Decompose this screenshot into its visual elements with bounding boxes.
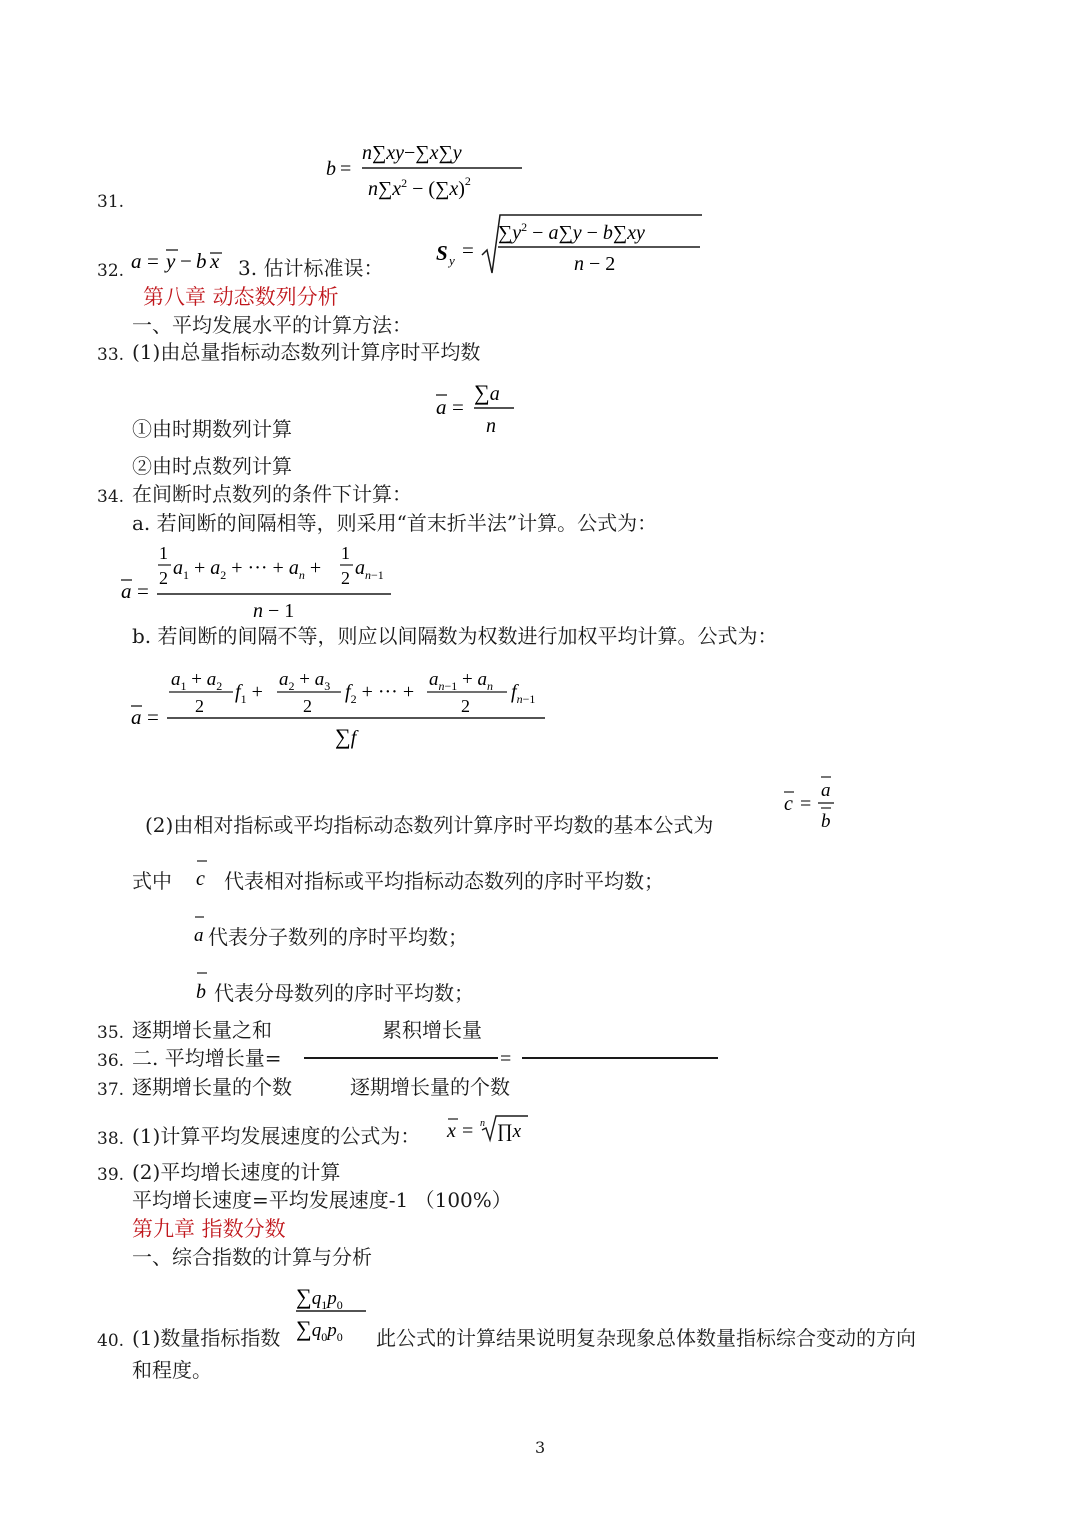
item-number-38: 38. xyxy=(97,1129,125,1149)
svg-text:n: n xyxy=(486,415,496,437)
svg-text:b: b xyxy=(326,158,336,180)
svg-text:b: b xyxy=(196,249,207,273)
avg-growth-fraction-lines xyxy=(300,1046,722,1070)
item-number-40: 40. xyxy=(97,1331,125,1351)
svg-text:x: x xyxy=(210,249,220,273)
item-35-right: 累积增长量 xyxy=(382,1018,482,1042)
where-a-desc: 代表分子数列的序时平均数； xyxy=(208,925,468,949)
page-number: 3 xyxy=(535,1438,546,1457)
std-error-label: 3. 估计标准误： xyxy=(238,256,384,280)
item-number-33: 33. xyxy=(97,345,125,365)
svg-text:b: b xyxy=(821,811,831,832)
where-b-desc: 代表分母数列的序时平均数； xyxy=(214,981,474,1005)
svg-text:n: n xyxy=(480,1118,485,1129)
svg-text:c: c xyxy=(784,793,793,815)
svg-text:=: = xyxy=(137,579,149,603)
formula-geometric-mean xyxy=(442,1110,532,1146)
item-number-36: 36. xyxy=(97,1051,125,1071)
svg-text:∑y2 − a∑y − b∑xy: $\sum y^2 - a\sum y - b\sum xy$ xyxy=(498,220,645,244)
item-34-b: b. 若间断的间隔不等，则应以间隔数为权数进行加权平均计算。公式为： xyxy=(132,624,778,648)
formula-b-regression-slope xyxy=(322,135,532,205)
item-33-text: (1)由总量指标动态数列计算序时平均数 xyxy=(132,340,481,364)
svg-text:2: 2 xyxy=(159,568,168,588)
item-number-34: 34. xyxy=(97,487,125,507)
svg-text:a: a xyxy=(131,249,142,273)
formula-weighted-interval xyxy=(125,662,555,752)
item-40-desc: 此公式的计算结果说明复杂现象总体数量指标综合变动的方向 xyxy=(376,1326,916,1350)
ch9-section-1-heading: 一、综合指数的计算与分析 xyxy=(132,1245,372,1269)
svg-text:a: a xyxy=(436,395,447,419)
item-number-39: 39. xyxy=(97,1165,125,1185)
where-prefix: 式中 xyxy=(132,869,172,893)
item-38-text: (1)计算平均发展速度的公式为： xyxy=(132,1124,421,1148)
svg-text:2: 2 xyxy=(303,696,312,716)
svg-text:−: − xyxy=(180,249,192,273)
item-33-a: ①由时期数列计算 xyxy=(132,417,292,441)
svg-text:fn−1: $f_{n-1}$ xyxy=(511,681,536,706)
item-number-31: 31. xyxy=(97,192,125,212)
svg-text:=: = xyxy=(800,793,812,815)
svg-text:x: x xyxy=(447,1120,456,1142)
formula-a-intercept xyxy=(128,242,233,278)
formula-first-last-halving xyxy=(115,538,400,622)
item-34-a: a. 若间断的间隔相等，则采用“首末折半法”计算。公式为： xyxy=(132,511,658,535)
chapter-9-title: 第九章 指数分数 xyxy=(132,1217,286,1241)
item-39-text: (2)平均增长速度的计算 xyxy=(132,1160,341,1184)
svg-text:a: a xyxy=(131,705,142,729)
formula-std-error xyxy=(432,205,707,280)
item-number-35: 35. xyxy=(97,1023,125,1043)
svg-text:1: 1 xyxy=(159,543,168,563)
svg-text:2: 2 xyxy=(195,696,204,716)
svg-text:∑f: ∑f xyxy=(335,724,357,749)
formula-c-equals-a-over-b xyxy=(780,770,840,832)
item-33-b: ②由时点数列计算 xyxy=(132,454,292,478)
item-37-text: 逐期增长量的个数 xyxy=(132,1075,292,1099)
formula-quantity-index xyxy=(292,1278,372,1348)
svg-text:c: c xyxy=(196,868,205,890)
item-37-right: 逐期增长量的个数 xyxy=(350,1075,510,1099)
svg-text:1: 1 xyxy=(341,543,350,563)
item-number-32: 32. xyxy=(97,261,125,281)
symbol-c-bar xyxy=(190,856,214,892)
item-40-text: (1)数量指标指数 xyxy=(132,1326,281,1350)
svg-text:a2 + a3: $a_2 + a_3$ xyxy=(279,669,331,693)
chapter-8-title: 第八章 动态数列分析 xyxy=(143,285,339,309)
item-35-text: 逐期增长量之和 xyxy=(132,1018,272,1042)
svg-text:n − 2: n − 2 xyxy=(574,253,616,275)
item-39-b: 平均增长速度=平均发展速度-1 （100%） xyxy=(132,1188,512,1212)
svg-text:y: y xyxy=(449,253,455,268)
svg-text:an−1: $a_{n-1}$ xyxy=(355,557,384,582)
svg-text:∏x: ∏x xyxy=(497,1121,522,1142)
symbol-a-bar xyxy=(190,912,210,948)
svg-text:=: = xyxy=(147,705,159,729)
svg-text:b: b xyxy=(196,981,206,1003)
svg-text:a: a xyxy=(121,579,132,603)
svg-text:2: 2 xyxy=(341,568,350,588)
svg-text:=: = xyxy=(340,158,352,180)
svg-text:y: y xyxy=(166,249,176,273)
svg-text:n − 1: n − 1 xyxy=(253,600,295,622)
svg-text:=: = xyxy=(147,249,159,273)
svg-text:a: a xyxy=(194,925,204,946)
svg-text:n∑xy−∑x∑y: n∑xy−∑x∑y xyxy=(362,142,462,164)
svg-text:n∑x2 − (∑x)2: $n\sum x^2 - (\sum x)^2$ xyxy=(368,174,471,200)
svg-text:f2 + ··· +: $f_2$ + ··· + xyxy=(345,681,415,706)
svg-text:an−1 + an: $a_{n-1} + a_n$ xyxy=(429,669,493,693)
item-34-part2: (2)由相对指标或平均指标动态数列计算序时平均数的基本公式为 xyxy=(145,813,714,837)
item-34-text: 在间断时点数列的条件下计算： xyxy=(132,482,412,506)
where-c-desc: 代表相对指标或平均指标动态数列的序时平均数； xyxy=(224,869,664,893)
ch8-section-1-heading: 一、平均发展水平的计算方法： xyxy=(132,313,412,337)
svg-text:=: = xyxy=(500,1048,512,1070)
svg-text:a1 + a2: $a_1 + a_2$ xyxy=(171,669,223,693)
svg-text:∑a: ∑a xyxy=(474,380,500,405)
svg-text:=: = xyxy=(462,238,474,262)
svg-text:f1 +: $f_1$ + xyxy=(235,681,263,706)
svg-text:2: 2 xyxy=(461,696,470,716)
symbol-b-bar xyxy=(193,968,215,1004)
svg-text:a: a xyxy=(821,780,831,801)
item-40-desc-2: 和程度。 xyxy=(132,1358,212,1382)
svg-text:a1 + a2 + ··· + an +: $a_1 + a_2$ + ··· + $a_n$ + xyxy=(173,557,322,582)
svg-text:S: S xyxy=(436,241,448,265)
item-number-37: 37. xyxy=(97,1080,125,1100)
formula-a-bar-time-period xyxy=(430,372,525,438)
svg-text:=: = xyxy=(462,1120,474,1142)
item-36-text: 二. 平均增长量= xyxy=(132,1046,282,1070)
svg-text:∑q1p0: $\sum q_1p_0$ xyxy=(296,1284,343,1312)
svg-text:∑q0p0: $\sum q_0p_0$ xyxy=(296,1316,343,1344)
svg-text:=: = xyxy=(452,395,464,419)
